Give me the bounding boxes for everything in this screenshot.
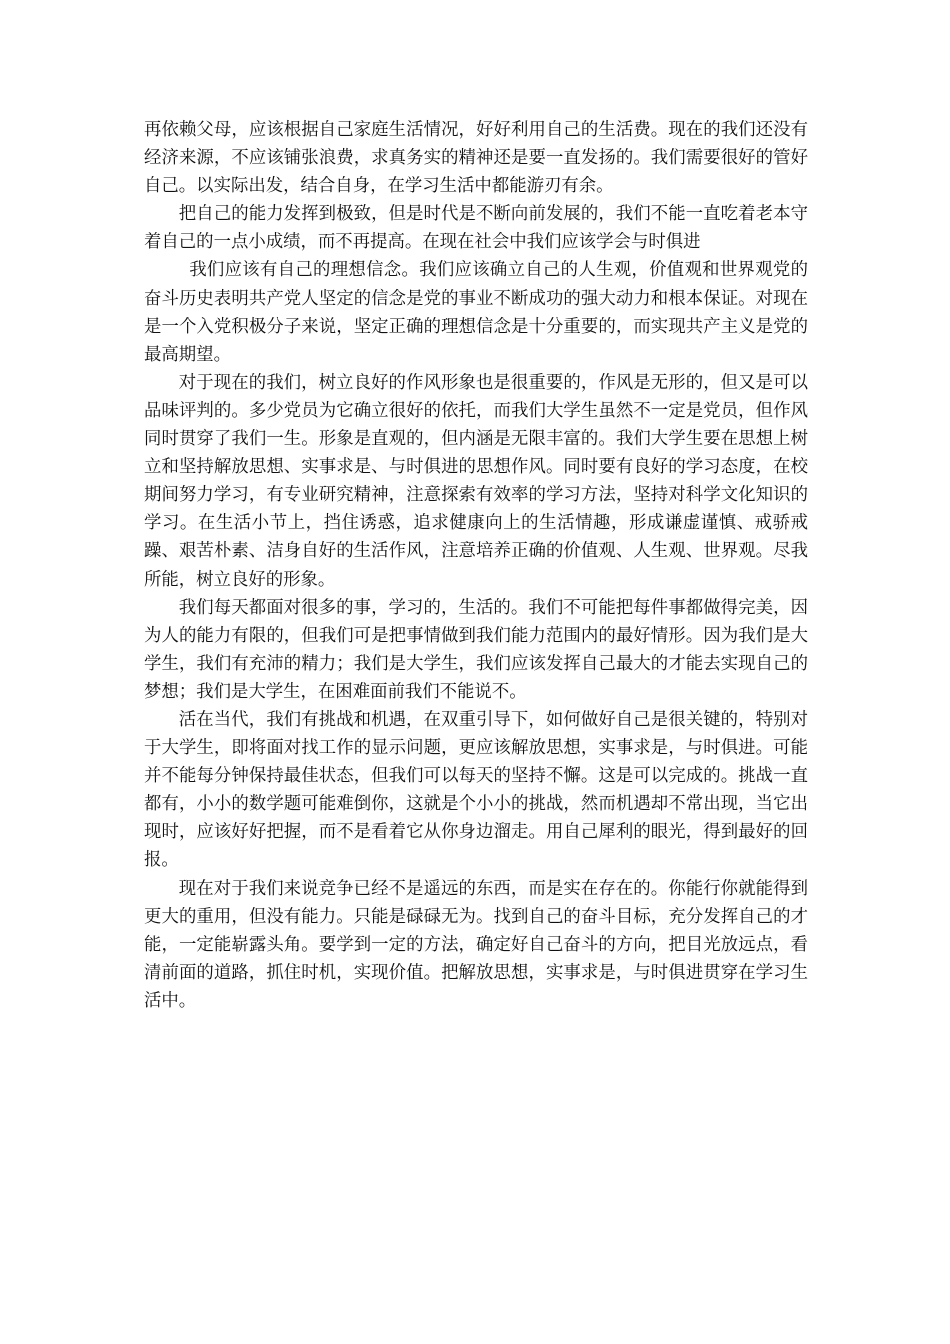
paragraph-5: 我们每天都面对很多的事，学习的，生活的。我们不可能把每件事都做得完美，因为人的能力有限的，但我们可是把事情做到我们能力范围内的最好情形。因为我们是大学生，我们有充沛的精力；我们是大学生，我们应该发挥自己最大的才能去实现自己的梦想；我们是大学生，在困难面前我们不能说不。 [144, 597, 808, 702]
paragraph-6: 活在当代，我们有挑战和机遇，在双重引导下，如何做好自己是很关键的，特别对于大学生，即将面对找工作的显示问题，更应该解放思想，实事求是，与时俱进。可能并不能每分钟保持最佳状态，但我们可以每天的坚持不懈。这是可以完成的。挑战一直都有，小小的数学题可能难倒你，这就是个小小的挑战，然而机遇却不常出现，当它出现时，应该好好把握，而不是看着它从你身边溜走。用自己犀利的眼光，得到最好的回报。 [144, 709, 808, 871]
paragraph-4: 对于现在的我们，树立良好的作风形象也是很重要的，作风是无形的，但又是可以品味评判的。多少党员为它确立很好的依托，而我们大学生虽然不一定是党员，但作风同时贯穿了我们一生。形象是直观的，但内涵是无限丰富的。我们大学生要在思想上树立和坚持解放思想、实事求是、与时俱进的思想作风。同时要有良好的学习态度，在校期间努力学习，有专业研究精神，注意探索有效率的学习方法，坚持对科学文化知识的学习。在生活小节上，挡住诱惑，追求健康向上的生活情趣，形成谦虚谨慎、戒骄戒躁、艰苦朴素、洁身自好的生活作风，注意培养正确的价值观、人生观、世界观。尽我所能，树立良好的形象。 [144, 372, 808, 590]
paragraph-3: 我们应该有自己的理想信念。我们应该确立自己的人生观，价值观和世界观党的奋斗历史表明共产党人坚定的信念是党的事业不断成功的强大动力和根本保证。对现在是一个入党积极分子来说，坚定正确的理想信念是十分重要的，而实现共产主义是党的最高期望。 [144, 260, 808, 365]
paragraph-2: 把自己的能力发挥到极致，但是时代是不断向前发展的，我们不能一直吃着老本守着自己的一点小成绩，而不再提高。在现在社会中我们应该学会与时俱进 [144, 204, 808, 253]
paragraph-7: 现在对于我们来说竞争已经不是遥远的东西，而是实在存在的。你能行你就能得到更大的重用，但没有能力。只能是碌碌无为。找到自己的奋斗目标，充分发挥自己的才能，一定能崭露头角。要学到一定的方法，确定好自己奋斗的方向，把目光放远点，看清前面的道路，抓住时机，实现价值。把解放思想，实事求是，与时俱进贯穿在学习生活中。 [144, 878, 808, 1011]
document-body [144, 116, 808, 1015]
paragraph-1: 再依赖父母，应该根据自己家庭生活情况，好好利用自己的生活费。现在的我们还没有经济来源，不应该铺张浪费，求真务实的精神还是要一直发扬的。我们需要很好的管好自己。以实际出发，结合自身，在学习生活中都能游刃有余。 [144, 120, 808, 197]
